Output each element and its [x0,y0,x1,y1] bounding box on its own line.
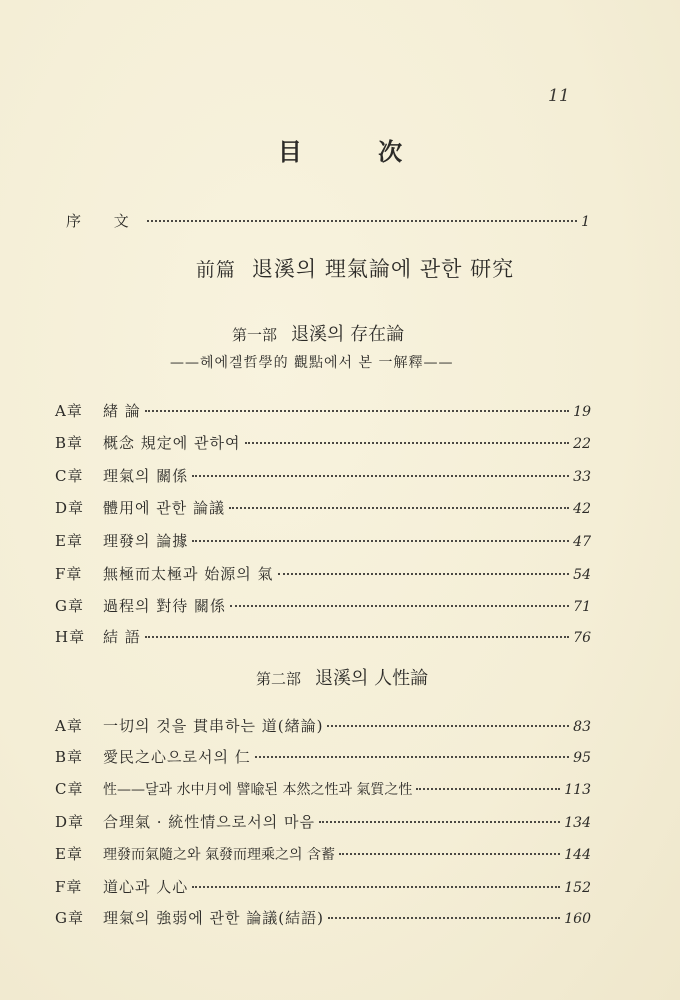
chapter-page: 22 [573,436,591,452]
toc-entry-part2-c[interactable] [55,778,591,799]
toc-entry-part2-e[interactable] [55,843,591,864]
chapter-label: G章 [55,909,84,927]
chapter-label: B章 [55,434,84,452]
chapter-title: 愛民之心으로서의 仁 [103,748,251,766]
front-part-title: 前篇 [195,259,236,281]
toc-entry-part2-b[interactable] [55,746,591,767]
toc-entry-part1-d[interactable] [55,497,591,518]
part2-heading[interactable] [256,664,428,690]
part1-subtitle: ——헤에겔哲學的 觀點에서 본 一解釋—— [170,355,454,371]
page-number: 11 [548,86,570,106]
chapter-page: 76 [573,630,591,646]
chapter-page: 144 [564,847,591,863]
preface-page: 1 [581,214,590,230]
toc-entry-part1-h[interactable] [55,626,591,647]
chapter-page: 152 [564,880,591,896]
chapter-label: D章 [55,499,85,517]
chapter-label: C章 [55,780,84,798]
chapter-label: H章 [55,628,86,646]
chapter-page: 33 [573,469,591,485]
chapter-page: 42 [573,501,591,517]
dot-leader [192,475,569,477]
dot-leader [255,756,569,758]
chapter-page: 113 [564,782,591,798]
chapter-label: F章 [55,878,83,896]
chapter-title: 無極而太極과 始源의 氣 [103,565,274,583]
dot-leader [328,917,560,919]
chapter-page: 71 [573,599,591,615]
chapter-title: 過程의 對待 關係 [103,597,227,615]
front-part-subtitle: 退溪의 理氣論에 관한 研究 [251,257,515,281]
chapter-page: 95 [573,750,591,766]
chapter-title: 合理氣 · 統性情으로서의 마음 [103,813,316,831]
toc-entry-part1-g[interactable] [55,595,591,616]
part2-title: 退溪의 人性論 [315,668,429,689]
dot-leader [319,821,560,823]
chapter-label: E章 [55,845,83,863]
dot-leader [192,540,569,542]
dot-leader [339,853,560,855]
dot-leader [192,886,560,888]
chapter-label: A章 [55,402,83,420]
preface-label: 序 文 [66,212,143,230]
dot-leader [229,507,569,509]
toc-entry-part2-g[interactable] [55,907,591,928]
dot-leader [145,410,569,412]
chapter-page: 134 [564,815,591,831]
chapter-page: 54 [573,567,591,583]
chapter-label: C章 [55,467,84,485]
part1-number: 第一部 [232,326,278,344]
chapter-title: 體用에 관한 論議 [103,499,226,517]
dot-leader [145,636,569,638]
chapter-title: 性——달과 水中月에 譬喩된 本然之性과 氣質之性 [103,782,413,798]
chapter-title: 道心과 人心 [103,878,189,896]
part1-heading[interactable] [232,320,404,346]
chapter-title: 理氣의 關係 [103,467,189,485]
chapter-title: 理發의 論據 [103,532,189,550]
toc-entry-preface[interactable] [66,210,590,231]
dot-leader [327,725,569,727]
part2-number: 第二部 [256,670,302,688]
chapter-label: F章 [55,565,83,583]
toc-entry-part2-d[interactable] [55,811,591,832]
chapter-label: A章 [55,717,83,735]
front-part-heading [0,253,680,283]
chapter-title: 概念 規定에 관하여 [103,434,241,452]
dot-leader [230,605,569,607]
dot-leader [416,788,560,790]
chapter-title: 理氣의 強弱에 관한 論議(結語) [103,909,324,927]
chapter-page: 47 [573,534,591,550]
chapter-title: 理發而氣隨之와 氣發而理乘之의 含蓄 [103,847,335,863]
toc-entry-part1-f[interactable] [55,563,591,584]
toc-entry-part1-a[interactable] [55,400,591,421]
chapter-label: G章 [55,597,84,615]
dot-leader [278,573,570,575]
toc-entry-part2-f[interactable] [55,876,591,897]
chapter-label: D章 [55,813,85,831]
part1-title: 退溪의 存在論 [291,324,405,345]
chapter-label: E章 [55,532,83,550]
dot-leader [245,442,570,444]
chapter-title: 一切의 것을 貫串하는 道(緖論) [103,717,324,735]
dot-leader [147,220,577,222]
chapter-page: 83 [573,719,591,735]
toc-entry-part1-c[interactable] [55,465,591,486]
chapter-title: 緖 論 [103,402,141,420]
toc-entry-part1-e[interactable] [55,530,591,551]
chapter-label: B章 [55,748,84,766]
chapter-page: 160 [564,911,591,927]
chapter-page: 19 [573,404,591,420]
toc-entry-part2-a[interactable] [55,715,591,736]
chapter-title: 結 語 [103,628,141,646]
toc-entry-part1-b[interactable] [55,432,591,453]
toc-title: 目 次 [277,137,437,166]
